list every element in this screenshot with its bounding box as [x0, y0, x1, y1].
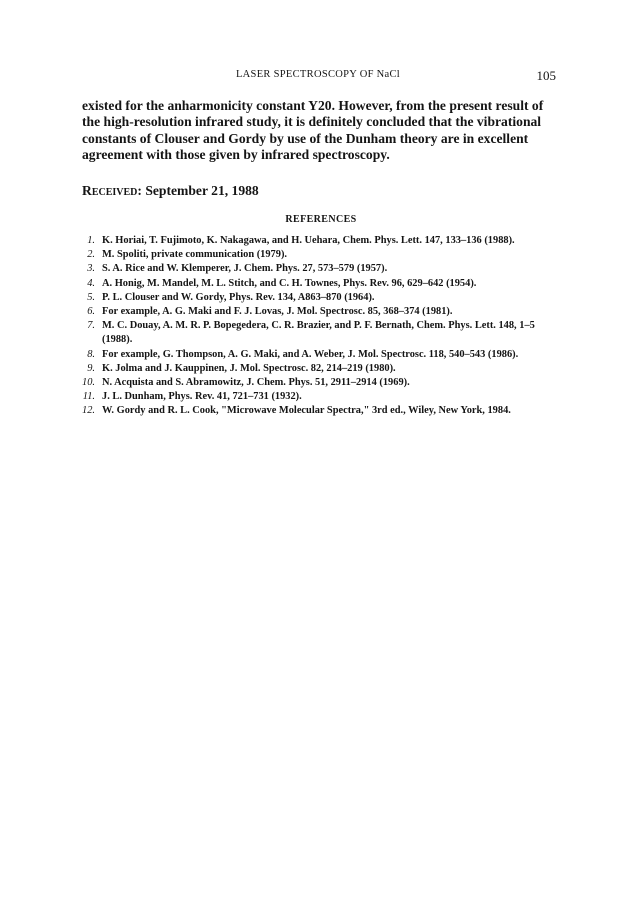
running-head — [80, 69, 556, 85]
references-title: REFERENCES — [285, 214, 357, 225]
reference-item — [82, 376, 560, 390]
references-list — [82, 234, 560, 419]
reference-item — [82, 390, 560, 404]
reference-number: 8. — [87, 348, 95, 360]
reference-text: P. L. Clouser and W. Gordy, Phys. Rev. 134, A863–870 (1964). — [102, 291, 375, 303]
page-number: 105 — [536, 68, 556, 83]
received-label: Received: — [82, 183, 142, 198]
reference-item — [82, 234, 560, 248]
reference-number: 1. — [87, 235, 95, 246]
reference-number: 4. — [87, 277, 95, 289]
reference-number: 7. — [87, 320, 95, 332]
reference-number: 6. — [87, 306, 95, 318]
reference-text: W. Gordy and R. L. Cook, "Microwave Molecular Spectra," 3rd ed., Wiley, New York, 1984. — [102, 405, 511, 417]
reference-item — [82, 277, 560, 291]
reference-text: S. A. Rice and W. Klemperer, J. Chem. Phys. 27, 573–579 (1957). — [102, 263, 388, 275]
reference-number: 5. — [87, 291, 95, 303]
received-date: September 21, 1988 — [145, 183, 259, 198]
reference-text: J. L. Dunham, Phys. Rev. 41, 721–731 (1932). — [102, 391, 302, 403]
reference-number: 9. — [87, 362, 95, 374]
reference-number: 10. — [82, 377, 95, 389]
reference-item — [82, 319, 560, 347]
body-paragraph: existed for the anharmonicity constant Y20. However, from the present result of the high-resolution infrared study, it is definitely concluded that the vibrational constants of Clouser and Gordy by use of the Dunham theory are in excellent agreement with those given by infrared spectroscopy. — [82, 98, 544, 163]
reference-item — [82, 248, 560, 262]
reference-text: N. Acquista and S. Abramowitz, J. Chem. Phys. 51, 2911–2914 (1969). — [102, 377, 410, 389]
reference-text: M. Spoliti, private communication (1979). — [102, 249, 287, 261]
reference-text: A. Honig, M. Mandel, M. L. Stitch, and C. H. Townes, Phys. Rev. 96, 629–642 (1954). — [102, 277, 477, 289]
reference-number: 12. — [82, 405, 95, 417]
reference-item — [82, 305, 560, 319]
reference-text: For example, A. G. Maki and F. J. Lovas, J. Mol. Spectrosc. 85, 368–374 (1981). — [102, 306, 453, 318]
running-title: LASER SPECTROSCOPY OF NaCl — [235, 69, 401, 80]
reference-number: 2. — [87, 249, 95, 261]
reference-text: For example, G. Thompson, A. G. Maki, and A. Weber, J. Mol. Spectrosc. 118, 540–543 (1986). — [102, 348, 519, 360]
reference-number: 11. — [82, 391, 95, 403]
reference-item — [82, 262, 560, 276]
reference-item — [82, 404, 560, 418]
body-paragraph-block — [82, 98, 560, 164]
received-line — [82, 183, 560, 199]
reference-item — [82, 348, 560, 362]
reference-text: K. Jolma and J. Kauppinen, J. Mol. Spectrosc. 82, 214–219 (1980). — [102, 362, 396, 374]
reference-item — [82, 291, 560, 305]
reference-number: 3. — [87, 263, 95, 275]
reference-text: K. Horiai, T. Fujimoto, K. Nakagawa, and H. Uehara, Chem. Phys. Lett. 147, 133–136 (1988). — [102, 235, 515, 246]
reference-text: M. C. Douay, A. M. R. P. Bopegedera, C. R. Brazier, and P. F. Bernath, Chem. Phys. Lett. 148, 1–5 (1988). — [102, 320, 535, 346]
reference-item — [82, 362, 560, 376]
